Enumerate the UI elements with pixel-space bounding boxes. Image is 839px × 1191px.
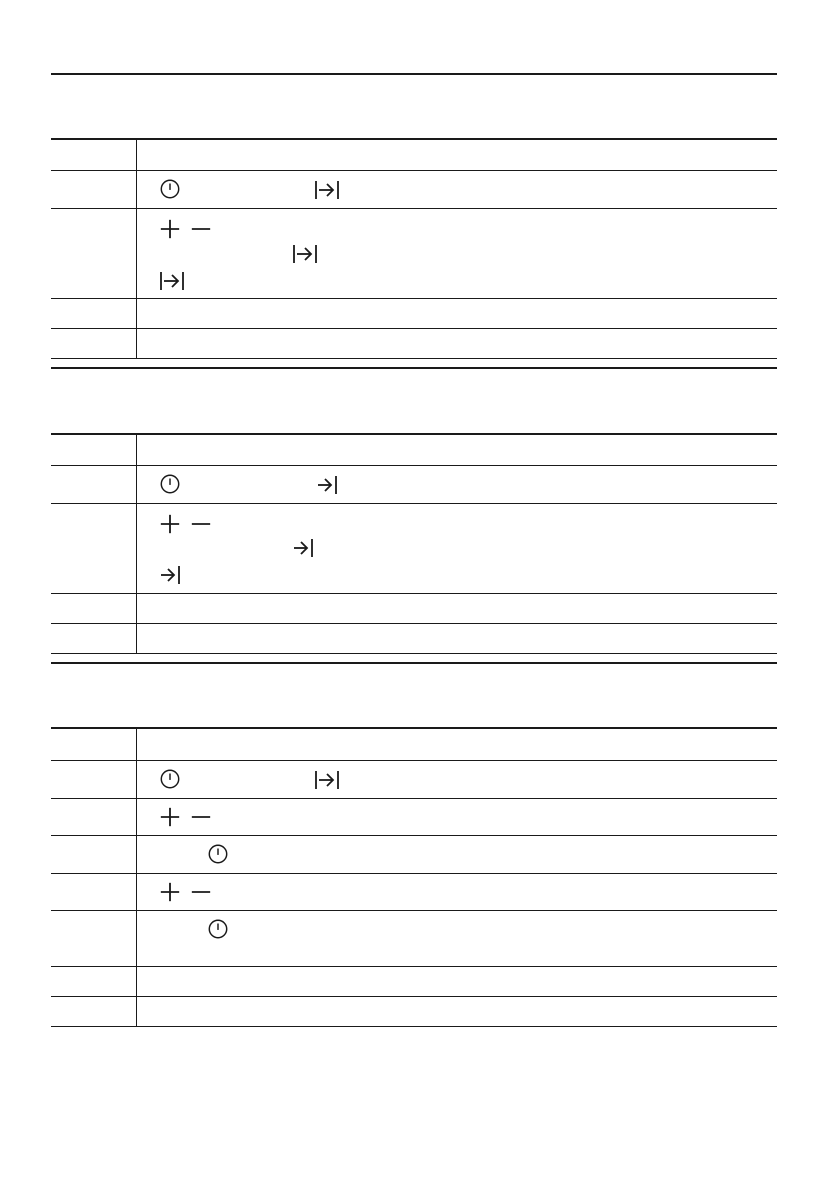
action-cell [137,798,778,835]
next-step-icon [316,473,338,497]
action-cell [137,465,778,503]
next-step-boxed-icon [314,178,340,202]
table-row [51,328,777,358]
timer-icon [159,178,181,200]
table-row [51,873,777,910]
plus-icon [159,881,181,903]
action-cell [137,835,778,873]
table-row [51,593,777,623]
action-cell [137,139,778,170]
action-cell [137,170,778,208]
section-divider-2 [51,367,777,369]
step-cell [51,966,137,996]
steps-table-3 [51,727,777,1027]
table-row [51,465,777,503]
next-step-boxed-icon [292,242,318,266]
plus-icon [159,218,181,240]
next-step-icon [159,563,181,587]
step-cell [51,593,137,623]
section-divider-3 [51,662,777,664]
minus-icon [190,218,212,240]
table-row [51,835,777,873]
table-row [51,434,777,465]
action-cell [137,298,778,328]
step-cell [51,760,137,798]
step-cell [51,798,137,835]
action-cell [137,503,778,593]
plus-icon [159,513,181,535]
table-row [51,208,777,298]
action-cell [137,208,778,298]
step-cell [51,298,137,328]
step-cell [51,873,137,910]
table-row [51,298,777,328]
table-row [51,503,777,593]
table-row [51,623,777,653]
table-row [51,966,777,996]
plus-icon [159,806,181,828]
step-cell [51,328,137,358]
step-cell [51,170,137,208]
action-cell [137,760,778,798]
table-row [51,910,777,966]
table-row [51,798,777,835]
step-cell [51,910,137,966]
minus-icon [190,881,212,903]
minus-icon [190,806,212,828]
table-row [51,996,777,1026]
action-cell [137,328,778,358]
timer-icon [159,473,181,495]
step-cell [51,728,137,760]
section-divider-1 [51,73,777,75]
table-row [51,139,777,170]
next-step-boxed-icon [314,768,340,792]
next-step-boxed-icon [159,269,185,293]
step-cell [51,465,137,503]
timer-icon [207,918,229,940]
step-cell [51,835,137,873]
steps-table-1 [51,138,777,359]
action-cell [137,966,778,996]
steps-table-2 [51,433,777,654]
action-cell [137,593,778,623]
action-cell [137,873,778,910]
step-cell [51,503,137,593]
table-row [51,760,777,798]
next-step-icon [292,536,314,560]
action-cell [137,434,778,465]
table-row [51,170,777,208]
action-cell [137,996,778,1026]
table-row [51,728,777,760]
action-cell [137,728,778,760]
action-cell [137,910,778,966]
step-cell [51,434,137,465]
timer-icon [159,768,181,790]
step-cell [51,139,137,170]
step-cell [51,208,137,298]
timer-icon [207,843,229,865]
action-cell [137,623,778,653]
step-cell [51,623,137,653]
step-cell [51,996,137,1026]
minus-icon [190,513,212,535]
